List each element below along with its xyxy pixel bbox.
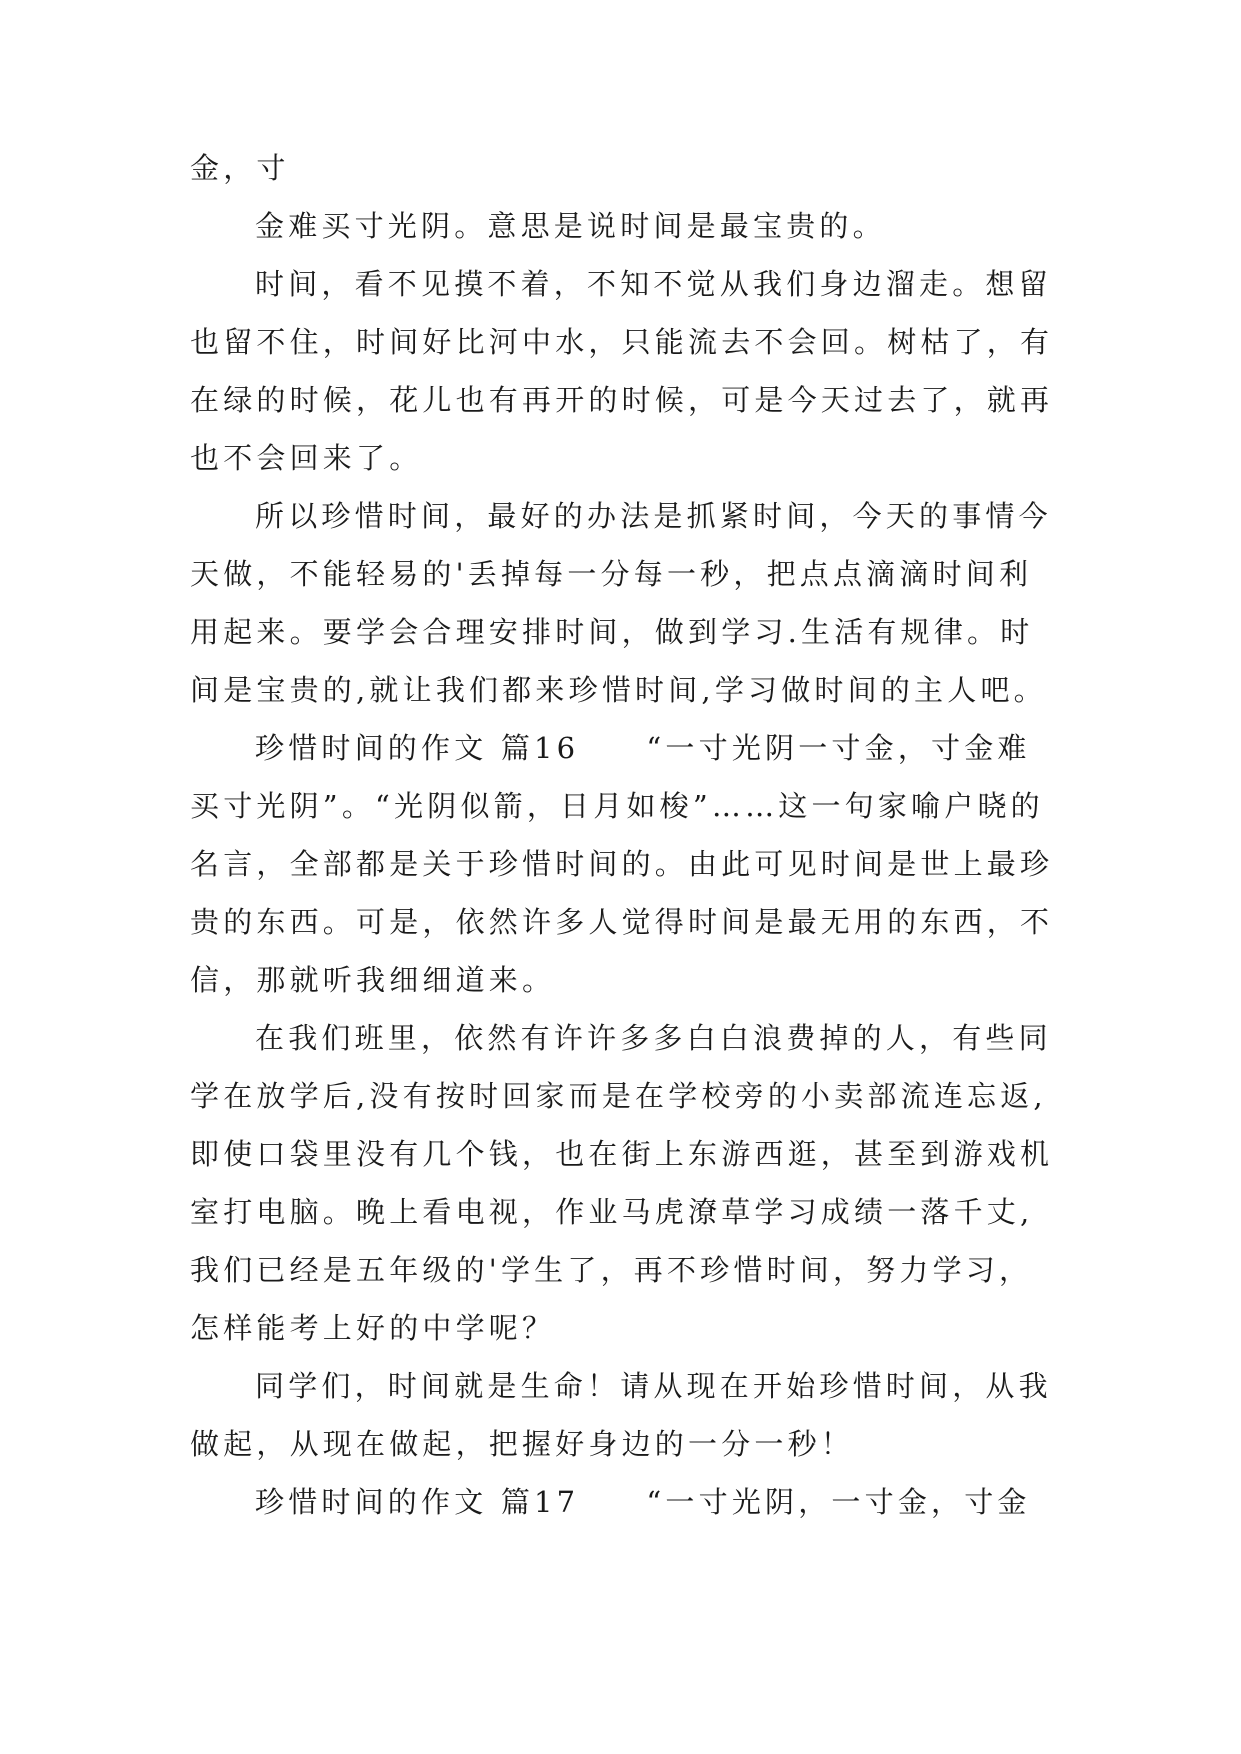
text-line: 在绿的时候，花儿也有再开的时候，可是今天过去了，就再 xyxy=(190,383,1054,417)
text-line: 怎样能考上好的中学呢？ xyxy=(190,1311,556,1345)
text-line: 买寸光阴”。“光阴似箭，日月如梭”……这一句家喻户晓的 xyxy=(190,789,1044,823)
text-line: 做起，从现在做起，把握好身边的一分一秒！ xyxy=(190,1427,855,1461)
text-line: 时间，看不见摸不着，不知不觉从我们身边溜走。想留 xyxy=(255,267,1052,301)
text-line: 在我们班里，依然有许许多多白白浪费掉的人，有些同 xyxy=(255,1021,1052,1055)
text-line: 用起来。要学会合理安排时间，做到学习.生活有规律。时 xyxy=(190,615,1034,649)
text-line: 同学们，时间就是生命！请从现在开始珍惜时间，从我 xyxy=(255,1369,1052,1403)
text-line: 间是宝贵的,就让我们都来珍惜时间,学习做时间的主人吧。 xyxy=(190,673,1047,707)
section-heading-line: 珍惜时间的作文 篇16 “一寸光阴一寸金，寸金难 xyxy=(255,731,1031,765)
text-line: 天做，不能轻易的'丢掉每一分每一秒，把点点滴滴时间利 xyxy=(190,557,1033,591)
text-line: 室打电脑。晚上看电视，作业马虎潦草学习成绩一落千丈, xyxy=(190,1195,1034,1229)
text-line: 金难买寸光阴。意思是说时间是最宝贵的。 xyxy=(255,209,886,243)
section-heading-line: 珍惜时间的作文 篇17 “一寸光阴，一寸金，寸金 xyxy=(255,1485,1031,1519)
text-line: 学在放学后,没有按时回家而是在学校旁的小卖部流连忘返, xyxy=(190,1079,1047,1113)
text-line: 名言，全部都是关于珍惜时间的。由此可见时间是世上最珍 xyxy=(190,847,1054,881)
text-line: 所以珍惜时间，最好的办法是抓紧时间，今天的事情今 xyxy=(255,499,1052,533)
text-line: 即使口袋里没有几个钱，也在街上东游西逛，甚至到游戏机 xyxy=(190,1137,1054,1171)
text-line: 金，寸 xyxy=(190,151,290,185)
text-line: 也不会回来了。 xyxy=(190,441,423,475)
text-line: 我们已经是五年级的'学生了，再不珍惜时间，努力学习， xyxy=(190,1253,1033,1287)
text-line: 也留不住，时间好比河中水，只能流去不会回。树枯了，有 xyxy=(190,325,1054,359)
text-line: 贵的东西。可是，依然许多人觉得时间是最无用的东西，不 xyxy=(190,905,1054,939)
text-line: 信，那就听我细细道来。 xyxy=(190,963,556,997)
